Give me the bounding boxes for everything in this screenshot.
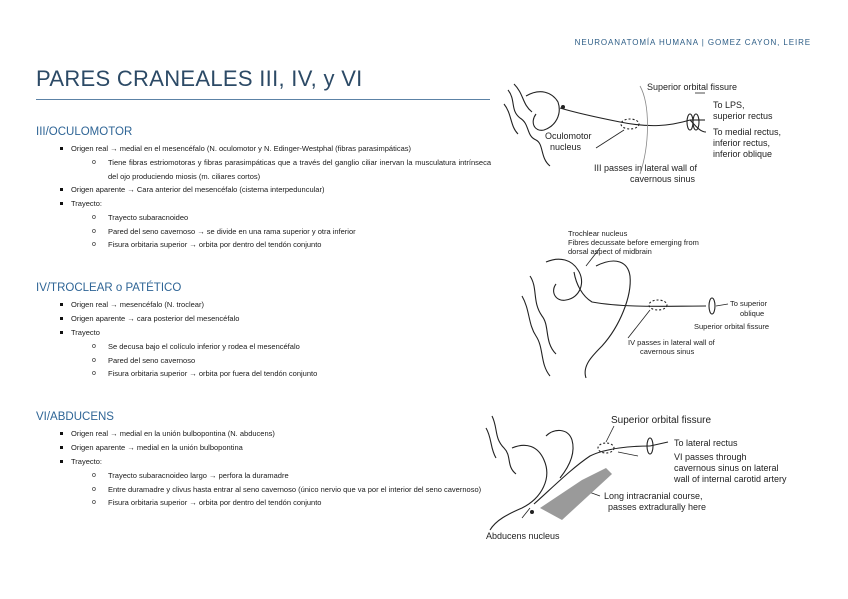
lateral-rectus-label: To lateral rectus <box>674 438 738 448</box>
cavernous-label: VI passes through <box>674 452 747 462</box>
list-item: Origen real → medial en el mesencéfalo (N. oculomotor y N. Edinger-Westphal (fibras parasimpáticas) <box>36 142 491 156</box>
oculomotor-nucleus-label: Oculomotor <box>545 131 592 141</box>
page-header: NEUROANATOMÍA HUMANA | GOMEZ CAYON, LEIRE <box>574 38 811 47</box>
list-item: o Entre duramadre y clivus hasta entrar al seno cavernoso (único nervio que va por el interior del seno cavernoso) <box>36 483 491 497</box>
bullet-list <box>36 298 491 381</box>
section-heading: III/OCULOMOTOR <box>36 126 133 138</box>
list-item: Origen aparente → cara posterior del mesencéfalo <box>36 312 491 326</box>
fissure-label: Superior orbital fissure <box>611 415 712 426</box>
fissure-label: Superior orbital fissure <box>694 322 770 331</box>
course-label: passes extradurally here <box>608 502 707 512</box>
course-label: Long intracranial course, <box>604 491 703 501</box>
list-item: o Trayecto subaracnoideo largo → perfora la duramadre <box>36 469 491 483</box>
section-heading: IV/TROCLEAR o PATÉTICO <box>36 282 182 294</box>
list-item: o Fisura orbitaria superior → orbita por dentro del tendón conjunto <box>36 238 491 252</box>
list-item: o Tiene fibras estriomotoras y fibras parasimpáticas que a través del ganglio ciliar inervan la musculatura intrínseca del ojo produciendo miosis (m. ciliares cortos) <box>36 156 491 183</box>
list-item: o Fisura orbitaria superior → orbita por dentro del tendón conjunto <box>36 496 491 510</box>
trochlear-nucleus-label: Trochlear nucleus <box>568 229 628 238</box>
cavernous-label: cavernous sinus on lateral <box>674 463 779 473</box>
section-heading: VI/ABDUCENS <box>36 411 114 423</box>
inferior-rectus-label: inferior rectus, <box>713 138 771 148</box>
inferior-oblique-label: inferior oblique <box>713 149 773 159</box>
oculomotor-nucleus-label: nucleus <box>550 142 582 152</box>
list-item: o Trayecto subaracnoideo <box>36 211 491 225</box>
cavernous-label: III passes in lateral wall of <box>594 163 698 173</box>
fissure-label: Superior orbital fissure <box>647 82 738 92</box>
abducens-nucleus-label: Abducens nucleus <box>486 531 560 541</box>
section-abducens <box>36 411 491 510</box>
superior-oblique-label: oblique <box>740 309 765 318</box>
list-item: Origen aparente → Cara anterior del mesencéfalo (cisterna interpeduncular) <box>36 183 491 197</box>
trochlear-diagram <box>516 226 776 386</box>
superior-oblique-label: To superior <box>730 299 768 308</box>
list-item: Origen real → medial en la unión bulbopontina (N. abducens) <box>36 427 491 441</box>
list-item: o Pared del seno cavernoso <box>36 354 491 368</box>
cavernous-label: wall of internal carotid artery <box>674 474 787 484</box>
list-item: Origen real → mesencéfalo (N. troclear) <box>36 298 491 312</box>
abducens-diagram <box>482 408 822 548</box>
list-item: o Fisura orbitaria superior → orbita por fuera del tendón conjunto <box>36 367 491 381</box>
cavernous-label: cavernous sinus <box>640 347 695 356</box>
superior-rectus-label: superior rectus <box>713 111 773 121</box>
section-oculomotor <box>36 126 491 252</box>
cavernous-label: cavernous sinus <box>630 174 696 184</box>
list-item: Trayecto: <box>36 197 491 211</box>
title-divider <box>36 99 490 100</box>
list-item: Trayecto <box>36 326 491 340</box>
list-item: o Pared del seno cavernoso → se divide en una rama superior y otra inferior <box>36 225 491 239</box>
lps-label: To LPS, <box>713 100 745 110</box>
oculomotor-diagram <box>500 74 820 194</box>
bullet-list <box>36 427 491 510</box>
list-item: Origen aparente → medial en la unión bulbopontina <box>36 441 491 455</box>
page-title: PARES CRANEALES III, IV, y VI <box>36 66 363 91</box>
decussate-label: dorsal aspect of midbrain <box>568 247 652 256</box>
bullet-list <box>36 142 491 252</box>
list-item: o Se decusa bajo el colículo inferior y rodea el mesencéfalo <box>36 340 491 354</box>
decussate-label: Fibres decussate before emerging from <box>568 238 699 247</box>
section-trochlear <box>36 282 491 381</box>
medial-rectus-label: To medial rectus, <box>713 127 782 137</box>
cavernous-label: IV passes in lateral wall of <box>628 338 715 347</box>
list-item: Trayecto: <box>36 455 491 469</box>
